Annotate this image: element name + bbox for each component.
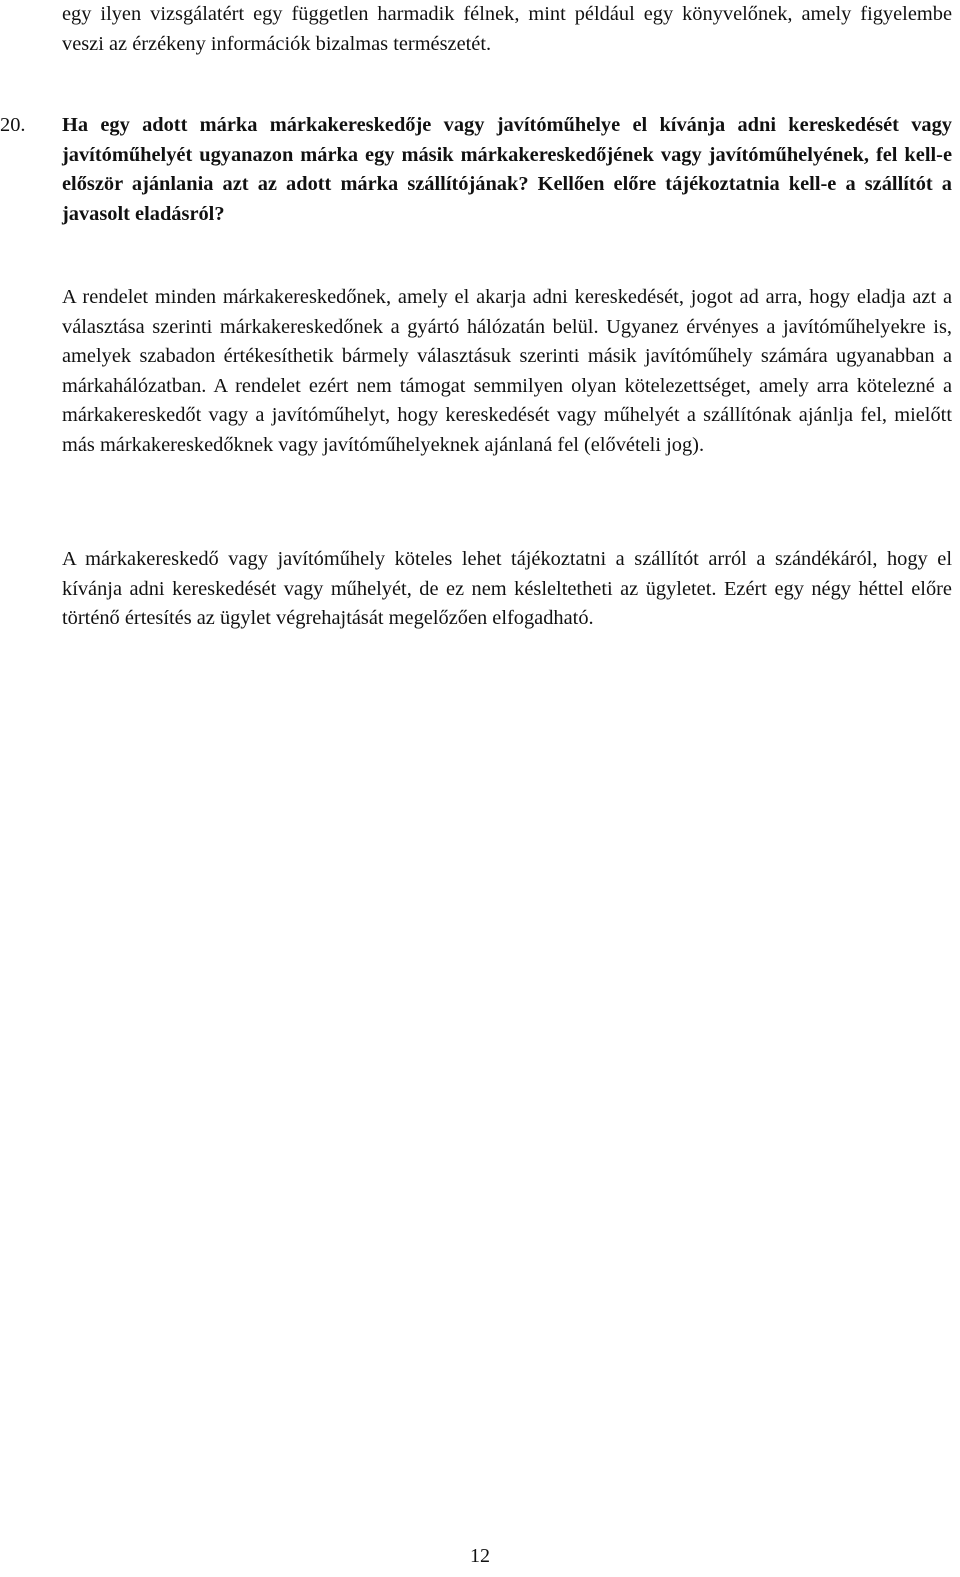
intro-paragraph: egy ilyen vizsgálatért egy független harmadik félnek, mint például egy könyvelőnek, amely figyelembe veszi az érzékeny információk bizalmas természetét.: [62, 3, 952, 55]
question-text: Ha egy adott márka márkakereskedője vagy javítóműhelye el kívánja adni kereskedését vagy javítóműhelyét ugyanazon márka egy másik márkakereskedőjének vagy javítóműhelyének, fel kell-e először ajánlania azt az adott márka szállítójának? Kellően előre tájékoztatnia kell-e a szállítót a javasolt eladásról?: [62, 114, 952, 225]
page-number: 12: [470, 1545, 490, 1567]
question-number: 20.: [0, 114, 26, 136]
question-20: [0, 111, 952, 229]
answer-paragraph-2: A márkakereskedő vagy javítóműhely köteles lehet tájékoztatni a szállítót arról a szándékáról, hogy el kívánja adni kereskedését vagy műhelyét, de ez nem késleltetheti az ügyletet. Ezért egy négy héttel előre történő értesítés az ügylet végrehajtását megelőzően elfogadható.: [62, 548, 952, 629]
answer-paragraph-1: A rendelet minden márkakereskedőnek, amely el akarja adni kereskedését, jogot ad arra, hogy eladja azt a választása szerinti márkakereskedőnek a gyártó hálózatán belül. Ugyanez érvényes a javítóműhelyekre is, amelyek szabadon értékesíthetik bármely választásuk szerinti másik javítóműhely számára ugyanabban a márkahálózatban. A rendelet ezért nem támogat semmilyen olyan kötelezettséget, amely arra kötelezné a márkakereskedőt vagy a javítóműhelyt, hogy kereskedését vagy műhelyét a szállítónak ajánlja fel, mielőtt más márkakereskedőknek vagy javítóműhelyeknek ajánlaná fel (elővételi jog).: [62, 286, 952, 456]
